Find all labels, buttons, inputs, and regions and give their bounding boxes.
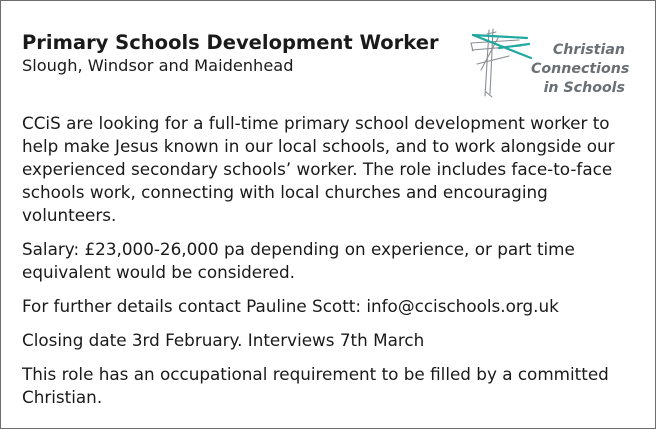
- cross-logo-icon: [469, 26, 539, 101]
- ccis-logo: [469, 26, 639, 101]
- contact-paragraph: For further details contact Pauline Scott: info@ccischools.org.uk: [22, 296, 559, 316]
- dates-paragraph: Closing date 3rd February. Interviews 7th March: [22, 330, 425, 350]
- salary-paragraph: Salary: £23,000-26,000 pa depending on experience, or part time equivalent would be considered.: [22, 239, 575, 282]
- job-title: Primary Schools Development Worker: [22, 31, 439, 54]
- requirement-paragraph: This role has an occupational requirement to be filled by a committed Christian.: [22, 364, 609, 407]
- description-paragraph: CCiS are looking for a full-time primary school development worker to help make Jesus known in our local schools, and to work alongside our experienced secondary schools’ worker. The role includes face-to-face schools work, connecting with local churches and encouraging volunteers.: [22, 113, 615, 225]
- job-location: Slough, Windsor and Maidenhead: [22, 56, 294, 75]
- logo-line-2: Connections: [531, 61, 630, 77]
- logo-wordmark: [531, 41, 630, 98]
- logo-line-1: Christian: [552, 42, 625, 58]
- advert-body: [22, 112, 640, 420]
- logo-line-3: in Schools: [543, 80, 625, 96]
